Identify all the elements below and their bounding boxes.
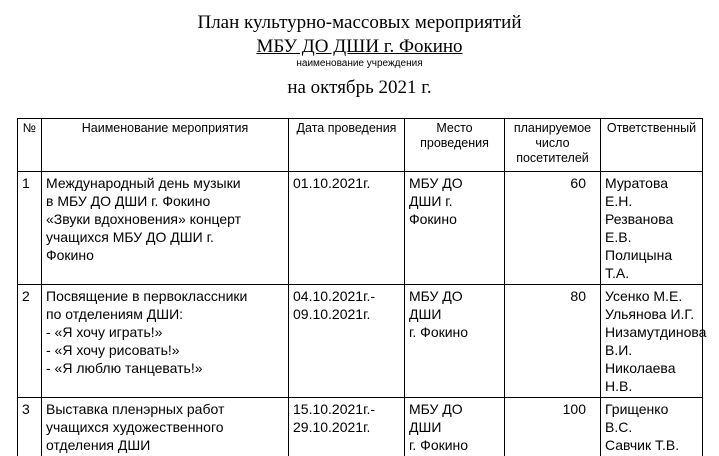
cell-responsible: Грищенко В.С. Савчик Т.В. (601, 398, 703, 456)
col-header-place: Место проведения (405, 119, 505, 172)
cell-place: МБУ ДО ДШИ г. Фокино (405, 398, 505, 456)
cell-place: МБУ ДО ДШИ г. Фокино (405, 285, 505, 398)
document-title: План культурно-массовых мероприятий (0, 12, 719, 34)
col-header-visitors: планируемое число посетителей (505, 119, 601, 172)
cell-visitors: 80 (505, 285, 601, 398)
cell-date: 04.10.2021г.- 09.10.2021г. (289, 285, 405, 398)
table-row (18, 285, 703, 398)
cell-visitors: 60 (505, 172, 601, 285)
cell-event-name: Выставка пленэрных работ учащихся художественного отделения ДШИ (42, 398, 289, 456)
cell-responsible: Муратова Е.Н. Резванова Е.В. Полицына Т.А. (601, 172, 703, 285)
cell-event-name: Посвящение в первоклассники по отделениям ДШИ: - «Я хочу играть!» - «Я хочу рисовать!» - «Я люблю танцевать!» (42, 285, 289, 398)
cell-date: 15.10.2021г.- 29.10.2021г. (289, 398, 405, 456)
cell-event-name: Международный день музыки в МБУ ДО ДШИ г. Фокино «Звуки вдохновения» концерт учащихся МБУ ДО ДШИ г. Фокино (42, 172, 289, 285)
events-table (17, 118, 703, 456)
col-header-responsible: Ответственный (601, 119, 703, 172)
cell-responsible: Усенко М.Е. Ульянова И.Г. Низамутдинова В.И. Николаева Н.В. (601, 285, 703, 398)
table-row (18, 398, 703, 456)
table-row (18, 172, 703, 285)
cell-num: 3 (18, 398, 42, 456)
cell-place: МБУ ДО ДШИ г. Фокино (405, 172, 505, 285)
period-label: на октябрь 2021 г. (0, 77, 719, 99)
cell-num: 2 (18, 285, 42, 398)
col-header-num: № (18, 119, 42, 172)
cell-visitors: 100 (505, 398, 601, 456)
institution-name: МБУ ДО ДШИ г. Фокино (0, 36, 719, 58)
institution-caption: наименование учреждения (0, 58, 719, 69)
cell-date: 01.10.2021г. (289, 172, 405, 285)
cell-num: 1 (18, 172, 42, 285)
col-header-name: Наименование мероприятия (42, 119, 289, 172)
table-header-row (18, 119, 703, 172)
col-header-date: Дата проведения (289, 119, 405, 172)
